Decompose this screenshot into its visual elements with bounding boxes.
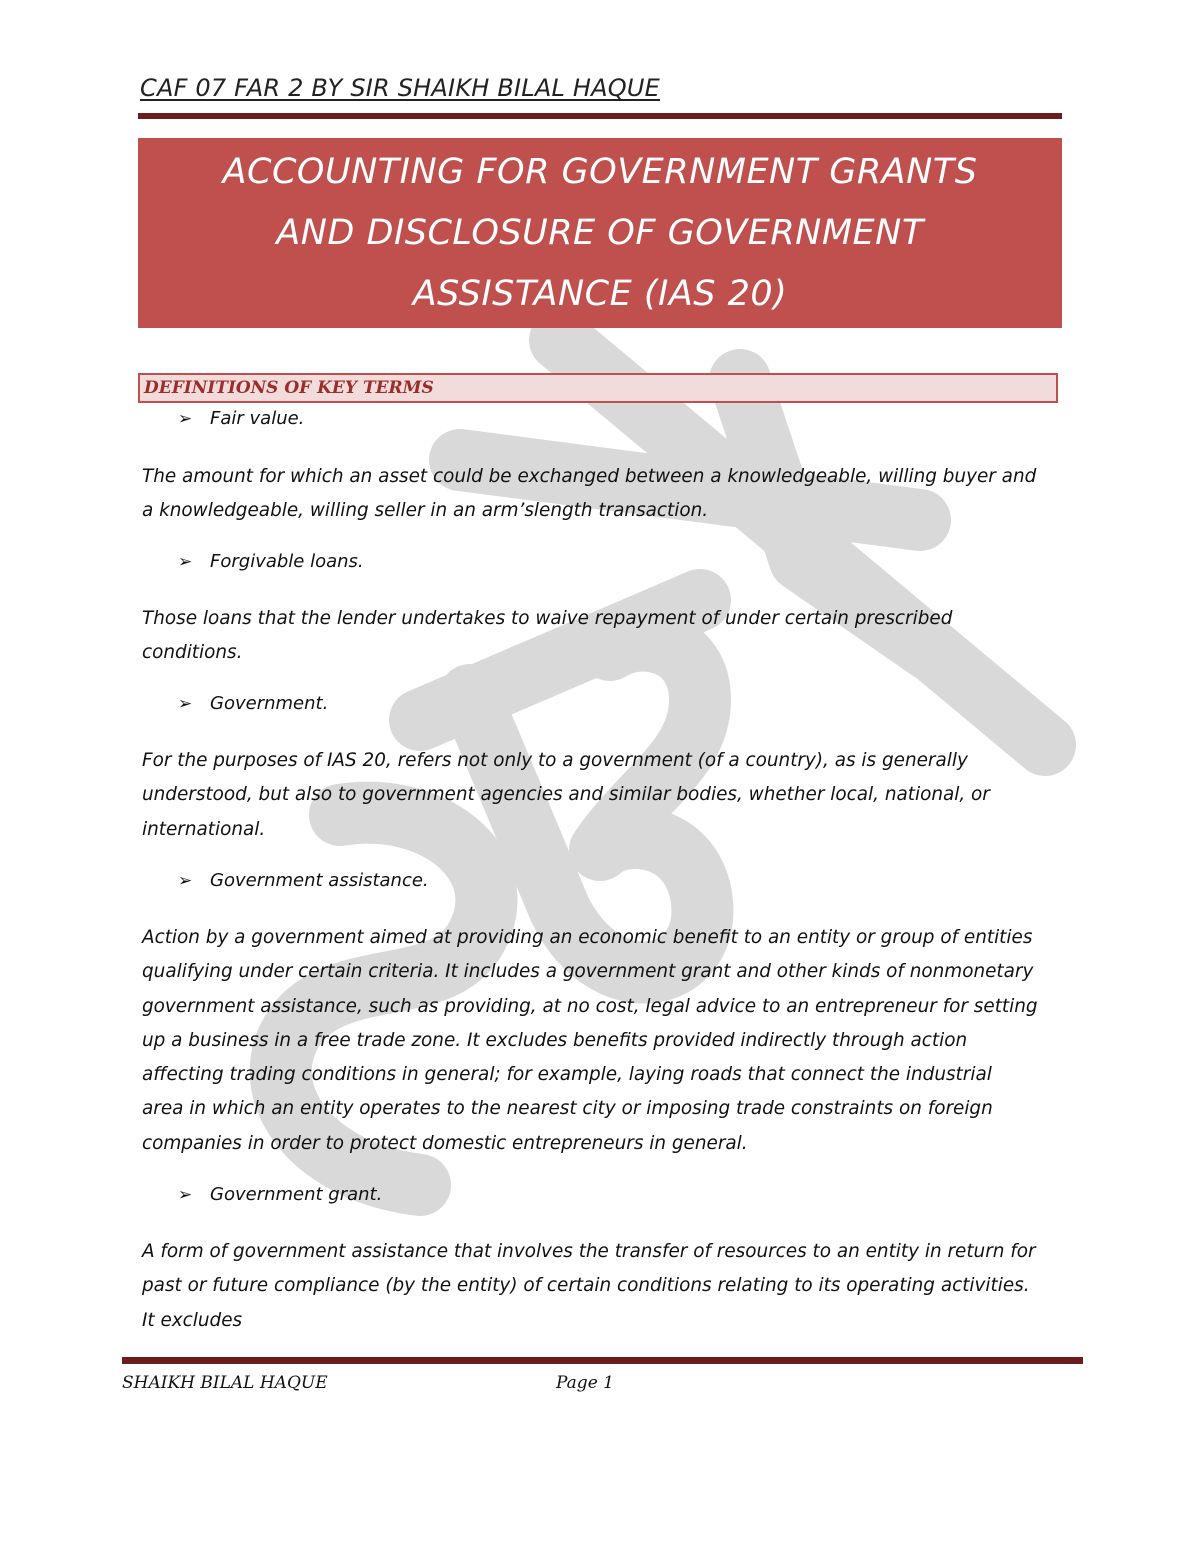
- term-label: Government assistance.: [210, 870, 429, 891]
- arrowhead-bullet-icon: ➢: [178, 552, 193, 572]
- definition-line: understood, but also to government agencies and similar bodies, whether local, national, or: [142, 784, 990, 806]
- title-line-3: ASSISTANCE (IAS 20): [412, 273, 788, 314]
- definition-line: up a business in a free trade zone. It excludes benefits provided indirectly through action: [142, 1029, 968, 1051]
- term-forgivable-loans: [178, 551, 364, 572]
- definition-line: A form of government assistance that involves the transfer of resources to an entity in return for: [142, 1241, 1036, 1262]
- arrowhead-bullet-icon: ➢: [178, 694, 193, 714]
- definition-line: conditions.: [142, 642, 243, 664]
- definition-line: a knowledgeable, willing seller in an arm’slength transaction.: [142, 500, 709, 522]
- title-banner: [138, 138, 1062, 328]
- definition-line: international.: [142, 818, 266, 840]
- definition-line: Those loans that the lender undertakes to waive repayment of under certain prescribed: [142, 608, 953, 629]
- footer-rule: [122, 1357, 1083, 1364]
- term-government-assistance: [178, 870, 429, 891]
- definition-fair-value: [142, 460, 1067, 529]
- term-government: [178, 693, 328, 714]
- definition-line: For the purposes of IAS 20, refers not only to a government (of a country), as is generally: [142, 750, 968, 771]
- page-number: Page 1: [556, 1373, 614, 1393]
- header-title: CAF 07 FAR 2 BY SIR SHAIKH BILAL HAQUE: [140, 74, 660, 102]
- header-rule: [138, 113, 1062, 119]
- section-heading-bar: [138, 373, 1058, 403]
- term-label: Forgivable loans.: [210, 551, 364, 572]
- term-government-grant: [178, 1184, 382, 1205]
- definition-line: Action by a government aimed at providing an economic benefit to an entity or group of entities: [142, 927, 1033, 948]
- definition-government-assistance: [142, 921, 1067, 1161]
- document-title: [160, 142, 1040, 325]
- term-label: Fair value.: [210, 408, 305, 429]
- definition-line: qualifying under certain criteria. It includes a government grant and other kinds of nonmonetary: [142, 961, 1034, 983]
- arrowhead-bullet-icon: ➢: [178, 871, 193, 891]
- definition-line: government assistance, such as providing, at no cost, legal advice to an entrepreneur for setting: [142, 995, 1038, 1017]
- term-fair-value: [178, 408, 304, 429]
- title-line-2: AND DISCLOSURE OF GOVERNMENT: [276, 212, 924, 253]
- section-heading: DEFINITIONS OF KEY TERMS: [144, 378, 434, 398]
- definition-line: companies in order to protect domestic entrepreneurs in general.: [142, 1132, 748, 1154]
- footer-author: SHAIKH BILAL HAQUE: [122, 1373, 328, 1393]
- definition-government: [142, 744, 1067, 847]
- definition-line: area in which an entity operates to the nearest city or imposing trade constraints on foreign: [142, 1098, 993, 1120]
- term-label: Government.: [210, 693, 329, 714]
- title-line-1: ACCOUNTING FOR GOVERNMENT GRANTS: [222, 151, 978, 192]
- term-label: Government grant.: [210, 1184, 383, 1205]
- arrowhead-bullet-icon: ➢: [178, 409, 193, 429]
- definition-line: past or future compliance (by the entity) of certain conditions relating to its operating activities.: [142, 1275, 1030, 1297]
- definition-line: affecting trading conditions in general; for example, laying roads that connect the industrial: [142, 1064, 992, 1086]
- definition-government-grant: [142, 1235, 1067, 1338]
- arrowhead-bullet-icon: ➢: [178, 1185, 193, 1205]
- definition-line: It excludes: [142, 1309, 243, 1331]
- definition-forgivable-loans: [142, 602, 1067, 671]
- definition-line: The amount for which an asset could be exchanged between a knowledgeable, willing buyer and: [142, 466, 1037, 487]
